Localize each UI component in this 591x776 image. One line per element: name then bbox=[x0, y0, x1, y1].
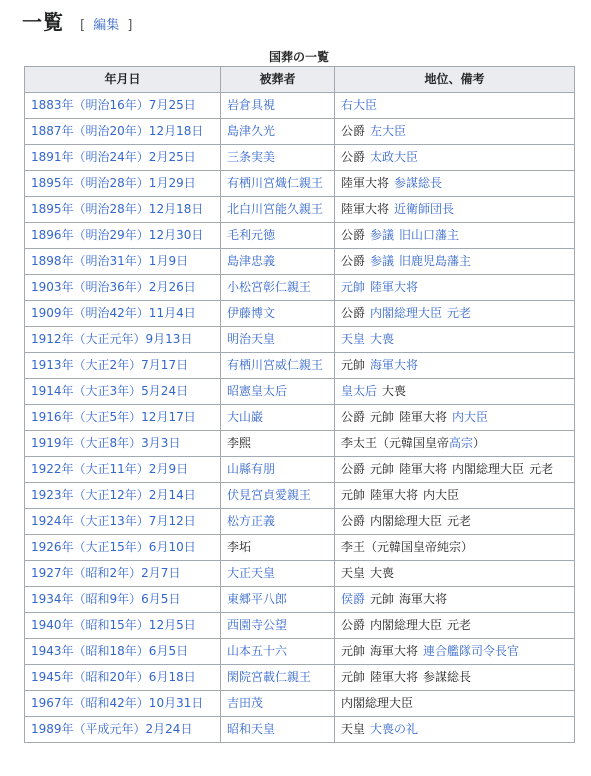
note-text: 内閣総理大臣 bbox=[370, 514, 443, 528]
position-notes-cell bbox=[335, 639, 575, 665]
date-link[interactable]: 1891年（明治24年）2月25日 bbox=[31, 150, 196, 164]
deceased-link[interactable]: 島津久光 bbox=[227, 124, 276, 138]
deceased-cell bbox=[221, 301, 335, 327]
date-link[interactable]: 1916年（大正5年）12月17日 bbox=[31, 410, 196, 424]
note-text: 天皇 bbox=[341, 566, 366, 580]
date-link[interactable]: 1922年（大正11年）2月9日 bbox=[31, 462, 189, 476]
edit-bracket-close: ] bbox=[127, 18, 133, 33]
deceased-link[interactable]: 有栖川宮威仁親王 bbox=[227, 358, 324, 372]
deceased-link[interactable]: 島津忠義 bbox=[227, 254, 276, 268]
deceased-link[interactable]: 昭和天皇 bbox=[227, 722, 276, 736]
note-text: 海軍大将 bbox=[370, 644, 419, 658]
note-link[interactable]: 天皇 bbox=[341, 332, 366, 346]
note-text: ） bbox=[473, 436, 486, 450]
deceased-cell bbox=[221, 665, 335, 691]
deceased-link[interactable]: 吉田茂 bbox=[227, 696, 264, 710]
deceased-link[interactable]: 明治天皇 bbox=[227, 332, 276, 346]
table-row bbox=[25, 665, 575, 691]
note-link[interactable]: 大喪の礼 bbox=[370, 722, 419, 736]
deceased-cell bbox=[221, 535, 335, 561]
note-text: 陸軍大将 bbox=[370, 670, 419, 684]
note-text: 公爵 bbox=[341, 306, 366, 320]
table-row bbox=[25, 327, 575, 353]
table-body bbox=[25, 93, 575, 743]
section-heading bbox=[22, 6, 132, 32]
table-row bbox=[25, 145, 575, 171]
date-link[interactable]: 1923年（大正12年）2月14日 bbox=[31, 488, 196, 502]
date-link[interactable]: 1887年（明治20年）12月18日 bbox=[31, 124, 204, 138]
note-text: 元帥 bbox=[370, 592, 395, 606]
note-text: 内閣総理大臣 bbox=[452, 462, 525, 476]
position-notes-cell bbox=[335, 275, 575, 301]
date-cell bbox=[25, 535, 221, 561]
note-link[interactable]: 元老 bbox=[447, 306, 472, 320]
note-text: 参謀総長 bbox=[423, 670, 472, 684]
note-text: 陸軍大将 bbox=[341, 202, 390, 216]
deceased-link[interactable]: 北白川宮能久親王 bbox=[227, 202, 324, 216]
note-text: 陸軍大将 bbox=[341, 176, 390, 190]
deceased-cell bbox=[221, 613, 335, 639]
date-cell bbox=[25, 587, 221, 613]
date-cell bbox=[25, 457, 221, 483]
date-cell bbox=[25, 197, 221, 223]
position-notes-cell bbox=[335, 145, 575, 171]
date-link[interactable]: 1913年（大正2年）7月17日 bbox=[31, 358, 189, 372]
note-text: 公爵 bbox=[341, 410, 366, 424]
date-cell bbox=[25, 223, 221, 249]
date-link[interactable]: 1898年（明治31年）1月9日 bbox=[31, 254, 189, 268]
deceased-cell bbox=[221, 457, 335, 483]
deceased-cell bbox=[221, 327, 335, 353]
position-notes-cell bbox=[335, 353, 575, 379]
table-row bbox=[25, 457, 575, 483]
date-link[interactable]: 1967年（昭和42年）10月31日 bbox=[31, 696, 204, 710]
deceased-link[interactable]: 松方正義 bbox=[227, 514, 276, 528]
date-cell bbox=[25, 145, 221, 171]
position-notes-cell bbox=[335, 535, 575, 561]
position-notes-cell bbox=[335, 301, 575, 327]
deceased-link[interactable]: 山本五十六 bbox=[227, 644, 288, 658]
table-row bbox=[25, 509, 575, 535]
table-row bbox=[25, 587, 575, 613]
note-text: 内閣総理大臣 bbox=[370, 618, 443, 632]
deceased-cell bbox=[221, 561, 335, 587]
note-link[interactable]: 旧山口藩主 bbox=[399, 228, 460, 242]
deceased-name: 李熙 bbox=[227, 436, 252, 450]
table-row bbox=[25, 275, 575, 301]
note-link[interactable]: 近衛師団長 bbox=[394, 202, 455, 216]
position-notes-cell bbox=[335, 717, 575, 743]
note-text: 天皇 bbox=[341, 722, 366, 736]
table-row bbox=[25, 379, 575, 405]
note-link[interactable]: 陸軍大将 bbox=[370, 280, 419, 294]
edit-section bbox=[80, 14, 132, 33]
table-row bbox=[25, 301, 575, 327]
deceased-link[interactable]: 大正天皇 bbox=[227, 566, 276, 580]
note-link[interactable]: 高宗 bbox=[449, 436, 474, 450]
table-caption: 国葬の一覧 bbox=[268, 50, 329, 64]
deceased-name: 李坧 bbox=[227, 540, 252, 554]
deceased-cell bbox=[221, 379, 335, 405]
position-notes-cell bbox=[335, 197, 575, 223]
date-cell bbox=[25, 405, 221, 431]
deceased-link[interactable]: 西園寺公望 bbox=[227, 618, 288, 632]
note-text: 元老 bbox=[447, 618, 472, 632]
table-row bbox=[25, 483, 575, 509]
deceased-link[interactable]: 三条実美 bbox=[227, 150, 276, 164]
date-cell bbox=[25, 665, 221, 691]
deceased-link[interactable]: 大山巌 bbox=[227, 410, 264, 424]
column-header-date: 年月日 bbox=[25, 67, 221, 93]
date-cell bbox=[25, 119, 221, 145]
edit-bracket-open: [ bbox=[80, 18, 86, 33]
date-link[interactable]: 1914年（大正3年）5月24日 bbox=[31, 384, 189, 398]
note-text: 李太王（元韓国皇帝 bbox=[341, 436, 450, 450]
date-cell bbox=[25, 483, 221, 509]
date-link[interactable]: 1919年（大正8年）3月3日 bbox=[31, 436, 181, 450]
date-link[interactable]: 1903年（明治36年）2月26日 bbox=[31, 280, 196, 294]
note-link[interactable]: 皇太后 bbox=[341, 384, 378, 398]
date-link[interactable]: 1924年（大正13年）7月12日 bbox=[31, 514, 196, 528]
table-row bbox=[25, 405, 575, 431]
date-cell bbox=[25, 93, 221, 119]
date-cell bbox=[25, 327, 221, 353]
table-row bbox=[25, 691, 575, 717]
date-cell bbox=[25, 171, 221, 197]
deceased-cell bbox=[221, 275, 335, 301]
table-row bbox=[25, 223, 575, 249]
table-row bbox=[25, 561, 575, 587]
position-notes-cell bbox=[335, 431, 575, 457]
note-link[interactable]: 太政大臣 bbox=[370, 150, 419, 164]
position-notes-cell bbox=[335, 93, 575, 119]
deceased-cell bbox=[221, 353, 335, 379]
deceased-cell bbox=[221, 119, 335, 145]
deceased-cell bbox=[221, 171, 335, 197]
date-cell bbox=[25, 249, 221, 275]
date-link[interactable]: 1945年（昭和20年）6月18日 bbox=[31, 670, 196, 684]
date-link[interactable]: 1943年（昭和18年）6月5日 bbox=[31, 644, 189, 658]
note-text: 公爵 bbox=[341, 462, 366, 476]
table-row bbox=[25, 717, 575, 743]
note-text: 元帥 bbox=[341, 488, 366, 502]
deceased-cell bbox=[221, 587, 335, 613]
note-text: 内大臣 bbox=[423, 488, 460, 502]
table-row bbox=[25, 353, 575, 379]
date-link[interactable]: 1895年（明治28年）1月29日 bbox=[31, 176, 196, 190]
table-row bbox=[25, 119, 575, 145]
date-cell bbox=[25, 639, 221, 665]
date-link[interactable]: 1895年（明治28年）12月18日 bbox=[31, 202, 204, 216]
deceased-link[interactable]: 東郷平八郎 bbox=[227, 592, 288, 606]
edit-link[interactable]: 編集 bbox=[93, 18, 120, 33]
deceased-link[interactable]: 伊藤博文 bbox=[227, 306, 276, 320]
date-link[interactable]: 1912年（大正元年）9月13日 bbox=[31, 332, 193, 346]
date-cell bbox=[25, 509, 221, 535]
deceased-link[interactable]: 毛利元徳 bbox=[227, 228, 276, 242]
note-text: 元帥 bbox=[341, 644, 366, 658]
note-text: 元帥 bbox=[370, 410, 395, 424]
note-text: 元帥 bbox=[370, 462, 395, 476]
date-link[interactable]: 1934年（昭和9年）6月5日 bbox=[31, 592, 181, 606]
note-text: 陸軍大将 bbox=[370, 488, 419, 502]
position-notes-cell bbox=[335, 223, 575, 249]
deceased-link[interactable]: 昭憲皇太后 bbox=[227, 384, 288, 398]
table-header-row bbox=[25, 67, 575, 93]
note-link[interactable]: 参議 bbox=[370, 254, 395, 268]
deceased-cell bbox=[221, 405, 335, 431]
note-text: 内閣総理大臣 bbox=[341, 696, 414, 710]
deceased-cell bbox=[221, 197, 335, 223]
note-link[interactable]: 内閣総理大臣 bbox=[370, 306, 443, 320]
position-notes-cell bbox=[335, 327, 575, 353]
deceased-cell bbox=[221, 249, 335, 275]
note-link[interactable]: 左大臣 bbox=[370, 124, 407, 138]
note-text: 李王（元韓国皇帝純宗） bbox=[341, 540, 474, 554]
deceased-link[interactable]: 山縣有朋 bbox=[227, 462, 276, 476]
position-notes-cell bbox=[335, 613, 575, 639]
note-text: 大喪 bbox=[382, 384, 407, 398]
deceased-cell bbox=[221, 717, 335, 743]
table-row bbox=[25, 171, 575, 197]
note-text: 公爵 bbox=[341, 228, 366, 242]
table-row bbox=[25, 535, 575, 561]
table-row bbox=[25, 639, 575, 665]
note-link[interactable]: 内大臣 bbox=[452, 410, 489, 424]
note-text: 元老 bbox=[529, 462, 554, 476]
note-link[interactable]: 連合艦隊司令長官 bbox=[423, 644, 520, 658]
deceased-link[interactable]: 小松宮彰仁親王 bbox=[227, 280, 312, 294]
position-notes-cell bbox=[335, 249, 575, 275]
date-cell bbox=[25, 561, 221, 587]
deceased-cell bbox=[221, 223, 335, 249]
deceased-cell bbox=[221, 483, 335, 509]
note-link[interactable]: 大喪 bbox=[370, 332, 395, 346]
date-cell bbox=[25, 275, 221, 301]
position-notes-cell bbox=[335, 483, 575, 509]
note-text: 大喪 bbox=[370, 566, 395, 580]
position-notes-cell bbox=[335, 587, 575, 613]
deceased-cell bbox=[221, 145, 335, 171]
note-text: 海軍大将 bbox=[399, 592, 448, 606]
deceased-cell bbox=[221, 93, 335, 119]
section-title: 一覧 bbox=[22, 10, 64, 34]
position-notes-cell bbox=[335, 691, 575, 717]
note-text: 公爵 bbox=[341, 150, 366, 164]
date-link[interactable]: 1896年（明治29年）12月30日 bbox=[31, 228, 204, 242]
table-row bbox=[25, 197, 575, 223]
deceased-link[interactable]: 岩倉具視 bbox=[227, 98, 276, 112]
table-row bbox=[25, 93, 575, 119]
date-cell bbox=[25, 613, 221, 639]
note-text: 元帥 bbox=[341, 358, 366, 372]
deceased-cell bbox=[221, 509, 335, 535]
deceased-cell bbox=[221, 691, 335, 717]
note-link[interactable]: 海軍大将 bbox=[370, 358, 419, 372]
position-notes-cell bbox=[335, 171, 575, 197]
position-notes-cell bbox=[335, 119, 575, 145]
deceased-link[interactable]: 伏見宮貞愛親王 bbox=[227, 488, 312, 502]
date-link[interactable]: 1926年（大正15年）6月10日 bbox=[31, 540, 196, 554]
date-link[interactable]: 1940年（昭和15年）12月5日 bbox=[31, 618, 196, 632]
date-cell bbox=[25, 431, 221, 457]
note-link[interactable]: 参議 bbox=[370, 228, 395, 242]
deceased-link[interactable]: 有栖川宮熾仁親王 bbox=[227, 176, 324, 190]
note-link[interactable]: 元帥 bbox=[341, 280, 366, 294]
date-cell bbox=[25, 353, 221, 379]
position-notes-cell bbox=[335, 665, 575, 691]
deceased-cell bbox=[221, 431, 335, 457]
position-notes-cell bbox=[335, 379, 575, 405]
state-funeral-table bbox=[24, 66, 575, 743]
note-text: 公爵 bbox=[341, 514, 366, 528]
note-text: 公爵 bbox=[341, 124, 366, 138]
date-link[interactable]: 1989年（平成元年）2月24日 bbox=[31, 722, 193, 736]
column-header-deceased: 被葬者 bbox=[221, 67, 335, 93]
note-text: 陸軍大将 bbox=[399, 462, 448, 476]
position-notes-cell bbox=[335, 457, 575, 483]
note-text: 公爵 bbox=[341, 618, 366, 632]
note-text: 陸軍大将 bbox=[399, 410, 448, 424]
note-text: 元老 bbox=[447, 514, 472, 528]
date-cell bbox=[25, 301, 221, 327]
position-notes-cell bbox=[335, 405, 575, 431]
deceased-cell bbox=[221, 639, 335, 665]
note-text: 元帥 bbox=[341, 670, 366, 684]
date-link[interactable]: 1909年（明治42年）11月4日 bbox=[31, 306, 196, 320]
date-link[interactable]: 1927年（昭和2年）2月7日 bbox=[31, 566, 181, 580]
table-row bbox=[25, 249, 575, 275]
note-link[interactable]: 侯爵 bbox=[341, 592, 366, 606]
date-cell bbox=[25, 379, 221, 405]
table-row bbox=[25, 613, 575, 639]
date-cell bbox=[25, 717, 221, 743]
date-cell bbox=[25, 691, 221, 717]
date-link[interactable]: 1883年（明治16年）7月25日 bbox=[31, 98, 196, 112]
table-row bbox=[25, 431, 575, 457]
note-link[interactable]: 旧鹿児島藩主 bbox=[399, 254, 472, 268]
position-notes-cell bbox=[335, 509, 575, 535]
column-header-position-notes: 地位、備考 bbox=[335, 67, 575, 93]
note-text: 公爵 bbox=[341, 254, 366, 268]
position-notes-cell bbox=[335, 561, 575, 587]
note-link[interactable]: 右大臣 bbox=[341, 98, 378, 112]
note-link[interactable]: 参謀総長 bbox=[394, 176, 443, 190]
deceased-link[interactable]: 閑院宮載仁親王 bbox=[227, 670, 312, 684]
